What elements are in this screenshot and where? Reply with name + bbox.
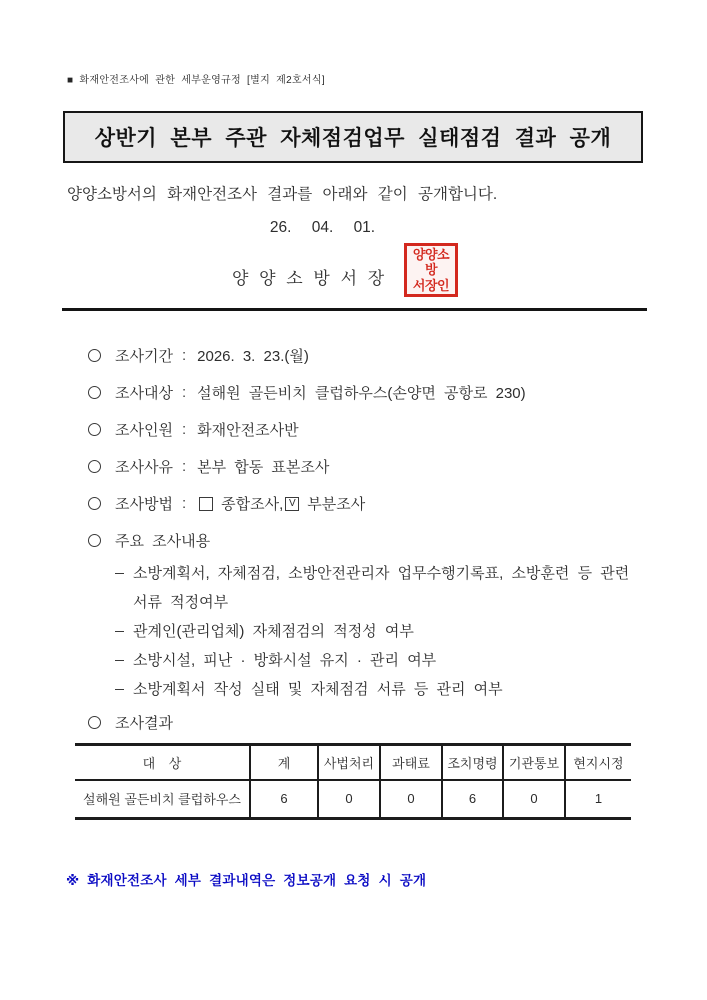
dash-bullet-icon	[115, 631, 124, 632]
col-header-judicial: 사법처리	[318, 745, 380, 780]
list-item-content-header	[88, 522, 644, 559]
disclosure-note: ※ 화재안전조사 세부 결과내역은 정보공개 요청 시 공개	[66, 873, 427, 888]
list-item-period	[88, 337, 644, 374]
list-item-personnel	[88, 411, 644, 448]
item-label: 주요 조사내용	[115, 533, 211, 550]
col-header-notification: 기관통보	[503, 745, 565, 780]
cell-order: 6	[442, 780, 503, 819]
circle-bullet-icon	[88, 716, 101, 729]
colon-separator: :	[181, 495, 187, 512]
circle-bullet-icon	[88, 386, 101, 399]
item-label: 조사결과	[115, 715, 173, 732]
col-header-order: 조치명령	[442, 745, 503, 780]
item-value: 2026. 3. 23.(월)	[197, 348, 309, 365]
document-date: 26. 04. 01.	[269, 219, 376, 236]
table-header-row	[75, 745, 631, 780]
document-title: 상반기 본부 주관 자체점검업무 실태점검 결과 공개	[63, 111, 643, 163]
seal-text-line2: 서장인	[412, 277, 450, 293]
list-item-method	[88, 485, 644, 522]
circle-bullet-icon	[88, 460, 101, 473]
checkbox-partial-checked: V	[285, 497, 299, 511]
item-value: 설해원 골든비치 클럽하우스(손양면 공항로 230)	[197, 385, 526, 402]
inspection-result-table	[75, 743, 631, 820]
item-label: 조사인원	[115, 422, 173, 439]
cell-judicial: 0	[318, 780, 380, 819]
cell-target: 설해원 골든비치 클럽하우스	[83, 792, 241, 808]
sub-item-self-inspection	[88, 617, 644, 646]
cell-total: 6	[250, 780, 318, 819]
sub-item-plan-management	[88, 675, 644, 704]
list-item-target	[88, 374, 644, 411]
sub-item-text: 소방시설, 피난 · 방화시설 유지 · 관리 여부	[133, 652, 437, 669]
col-header-target: 대 상	[75, 745, 250, 780]
method-option-label: 종합조사,	[221, 496, 284, 513]
cell-fine: 0	[380, 780, 442, 819]
cell-notification: 0	[503, 780, 565, 819]
item-label: 조사방법	[115, 496, 173, 513]
dash-bullet-icon	[115, 660, 124, 661]
colon-separator: :	[181, 347, 187, 364]
colon-separator: :	[181, 458, 187, 475]
item-label: 조사기간	[115, 348, 173, 365]
list-item-result-header	[88, 704, 644, 741]
item-label: 조사사유	[115, 459, 173, 476]
sub-item-facilities	[88, 646, 644, 675]
item-value: 본부 합동 표본조사	[197, 459, 330, 476]
cell-onsite: 1	[565, 780, 631, 819]
official-seal	[404, 243, 458, 297]
dash-bullet-icon	[115, 573, 124, 574]
col-header-onsite: 현지시정	[565, 745, 631, 780]
horizontal-divider	[62, 308, 647, 311]
checkbox-comprehensive-unchecked	[199, 497, 213, 511]
circle-bullet-icon	[88, 423, 101, 436]
sub-item-text: 소방계획서 작성 실태 및 자체점검 서류 등 관리 여부	[133, 681, 503, 698]
colon-separator: :	[181, 421, 187, 438]
colon-separator: :	[181, 384, 187, 401]
item-value: 화재안전조사반	[197, 422, 299, 439]
sub-item-text: 소방계획서, 자체점검, 소방안전관리자 업무수행기록표, 소방훈련 등 관련서류 적정여부	[133, 565, 630, 611]
intro-text: 양양소방서의 화재안전조사 결과를 아래와 같이 공개합니다.	[67, 186, 498, 203]
circle-bullet-icon	[88, 497, 101, 510]
list-item-reason	[88, 448, 644, 485]
circle-bullet-icon	[88, 534, 101, 547]
circle-bullet-icon	[88, 349, 101, 362]
col-header-fine: 과태료	[380, 745, 442, 780]
item-label: 조사대상	[115, 385, 173, 402]
table-row	[75, 780, 631, 819]
seal-text-line1: 양양소방	[412, 246, 450, 278]
sub-item-documents	[88, 559, 644, 617]
sub-item-text: 관계인(관리업체) 자체점검의 적정성 여부	[133, 623, 414, 640]
dash-bullet-icon	[115, 689, 124, 690]
method-option-label: 부분조사	[307, 496, 366, 513]
regulation-reference: ■ 화재안전조사에 관한 세부운영규정 [별지 제2호서식]	[67, 75, 325, 86]
inspection-details-list	[88, 337, 644, 741]
signer-name: 양 양 소 방 서 장	[232, 269, 388, 288]
col-header-total: 계	[250, 745, 318, 780]
